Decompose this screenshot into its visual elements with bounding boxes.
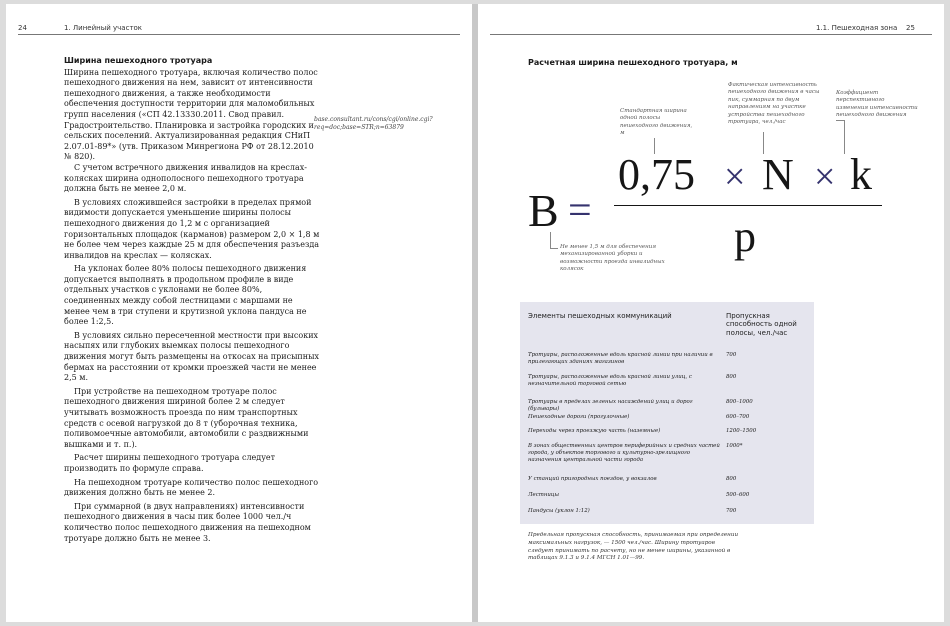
table-cell-value: 800–1000 xyxy=(726,399,753,405)
table-cell-element: Тротуары, расположенные вдоль красной линии при наличии в прилегающих зданиях магазинов xyxy=(528,352,713,365)
capacity-table xyxy=(520,302,814,524)
formula-lhs-b: B xyxy=(528,185,559,236)
formula-times: × xyxy=(724,156,746,198)
right-running-header: 1.1. Пешеходная зона xyxy=(816,24,898,32)
formula-times: × xyxy=(814,156,836,198)
paragraph: С учетом встречного движения инвалидов на креслах-колясках ширина однополосного пешеходного тротуара должна быть не менее 2,0 м. xyxy=(64,162,307,194)
left-page-number: 24 xyxy=(18,24,27,32)
table-cell-value: 500–600 xyxy=(726,492,750,498)
paragraph: На пешеходном тротуаре количество полос пешеходного движения должно быть не менее 2. xyxy=(64,477,319,498)
fraction-bar xyxy=(614,205,882,206)
paragraph: При суммарной (в двух направлениях) интенсивности пешеходного движения в часы пик более 1000 чел./ч количество полос пешеходного движения на пешеходном тротуаре должно быть не менее 3. xyxy=(64,501,311,543)
table-cell-element: У станций пригородных поездов, у вокзалов xyxy=(528,476,657,482)
table-header-capacity: Пропускная способность одной полосы, чел./час xyxy=(726,312,797,337)
header-rule xyxy=(490,34,932,35)
formula-n: N xyxy=(762,150,794,199)
paragraph: На уклонах более 80% полосы пешеходного движения допускается выполнять в продольном профиле в виде отдельных участков с уклонами не более 80%, соединенных между собой лестницами с маршами не менее чем в три ступени и крутизной уклона пандуса не более 1:2,5. xyxy=(64,264,307,327)
annotation-k: Коэффициент перспективного изменения интенсивности пешеходного движения xyxy=(836,90,918,119)
left-running-header: 1. Линейный участок xyxy=(64,24,143,32)
annotation-coefficient: Стандартная ширина одной полосы пешеходного движения, м xyxy=(620,108,693,137)
table-cell-element: Пешеходные дороги (прогулочные) xyxy=(528,414,630,420)
paragraph: Расчет ширины пешеходного тротуара следует производить по формуле справа. xyxy=(64,453,276,473)
formula-denominator-p: p xyxy=(734,212,756,261)
table-cell-element: Переходы через проезжую часть (наземные) xyxy=(528,428,661,434)
table-cell-value: 1000* xyxy=(726,443,743,449)
table-cell-element: Тротуары в пределах зеленых насаждений улиц и дорог (бульвары) xyxy=(528,399,693,412)
right-page-number: 25 xyxy=(906,24,915,32)
annotation-b: Не менее 1,5 м для обеспечения механизированной уборки и возможности проезда инвалидных колясок xyxy=(560,244,665,273)
connector-line xyxy=(550,248,558,249)
side-note-link[interactable]: base.consultant.ru/cons/cgi/online.cgi?req=doc;base=STR;n=63879 xyxy=(314,116,433,131)
table-header-elements: Элементы пешеходных коммуникаций xyxy=(528,312,672,320)
formula-title: Расчетная ширина пешеходного тротуара, м xyxy=(528,58,738,67)
table-cell-value: 800 xyxy=(726,374,737,380)
table-cell-element: Лестницы xyxy=(528,492,559,498)
table-cell-value: 1200–1500 xyxy=(726,428,757,434)
paragraph: При устройстве на пешеходном тротуаре полос пешеходного движения шириной более 2 м следует учитывать возможность проезда по ним транспортных средств с осевой нагрузкой до 8 т (уборочная техника, поливомоечные автомобили, автомобили с раздвижными вышками и т. п.). xyxy=(64,386,309,449)
formula-k: k xyxy=(850,150,872,199)
table-footnote: Предельная пропускная способность, принимаемая при определении максимальных нагрузок, — 1500 чел./час. Ширину тротуаров следует принимать по расчету, но не менее ширины, указанной в таблицах 9.1.3 и 9.1.4 МГСН 1.01—99. xyxy=(528,532,739,562)
paragraph: В условиях сложившейся застройки в пределах прямой видимости допускается уменьшение ширины полосы пешеходного движения до 1,2 м с организацией горизонтальных площадок (карманов) размером 2,0 × 1,8 м не более чем через каждые 25 м для обеспечения разъезда инвалидов на креслах — колясках. xyxy=(64,197,320,260)
table-cell-value: 700 xyxy=(726,352,737,358)
table-cell-element: В зонах общественных центров периферийных и средних частей города, у объектов торгового и культурно-зрелищного назначения центральной части города xyxy=(528,443,720,463)
connector-line xyxy=(844,120,845,154)
formula-equals: = xyxy=(568,188,592,234)
left-page xyxy=(6,4,472,622)
section-heading: Ширина пешеходного тротуара xyxy=(64,56,213,65)
table-cell-value: 700 xyxy=(726,508,737,514)
right-page xyxy=(478,4,944,622)
header-rule xyxy=(18,34,460,35)
formula-coefficient: 0,75 xyxy=(618,150,695,199)
table-cell-element: Тротуары, расположенные вдоль красной линии улиц, с незначительной торговой сетью xyxy=(528,374,692,387)
body-text xyxy=(64,56,320,544)
table-cell-value: 600–700 xyxy=(726,414,750,420)
table-cell-value: 800 xyxy=(726,476,737,482)
table-cell-element: Пандусы (уклон 1:12) xyxy=(528,508,590,514)
connector-line xyxy=(836,120,844,121)
paragraph: В условиях сильно пересеченной местности при высоких насыпях или глубоких выемках полосы пешеходного движения могут быть размещены на откосах на присыпных бермах на расстоянии от кромки проезжей части не менее 2,5 м. xyxy=(64,330,319,383)
paragraph: Ширина пешеходного тротуара, включая количество полос пешеходного движения на нем, зависит от интенсивности пешеходного движения, а также необходимости обеспечения доступности территории для маломобильных групп населения («СП 42.13330.2011. Свод правил. Градостроительство. Планировка и застройка городских и сельских поселений. Актуализированная редакция СНиП 2.07.01-89*» (утв. Приказом Минрегиона РФ от 28.12.2010 № 820). xyxy=(64,67,318,162)
annotation-intensity: Фактическая интенсивность пешеходного движения в часы пик, суммарная по двум направлениям на участке устройства пешеходного тротуара, чел./час xyxy=(728,82,820,126)
